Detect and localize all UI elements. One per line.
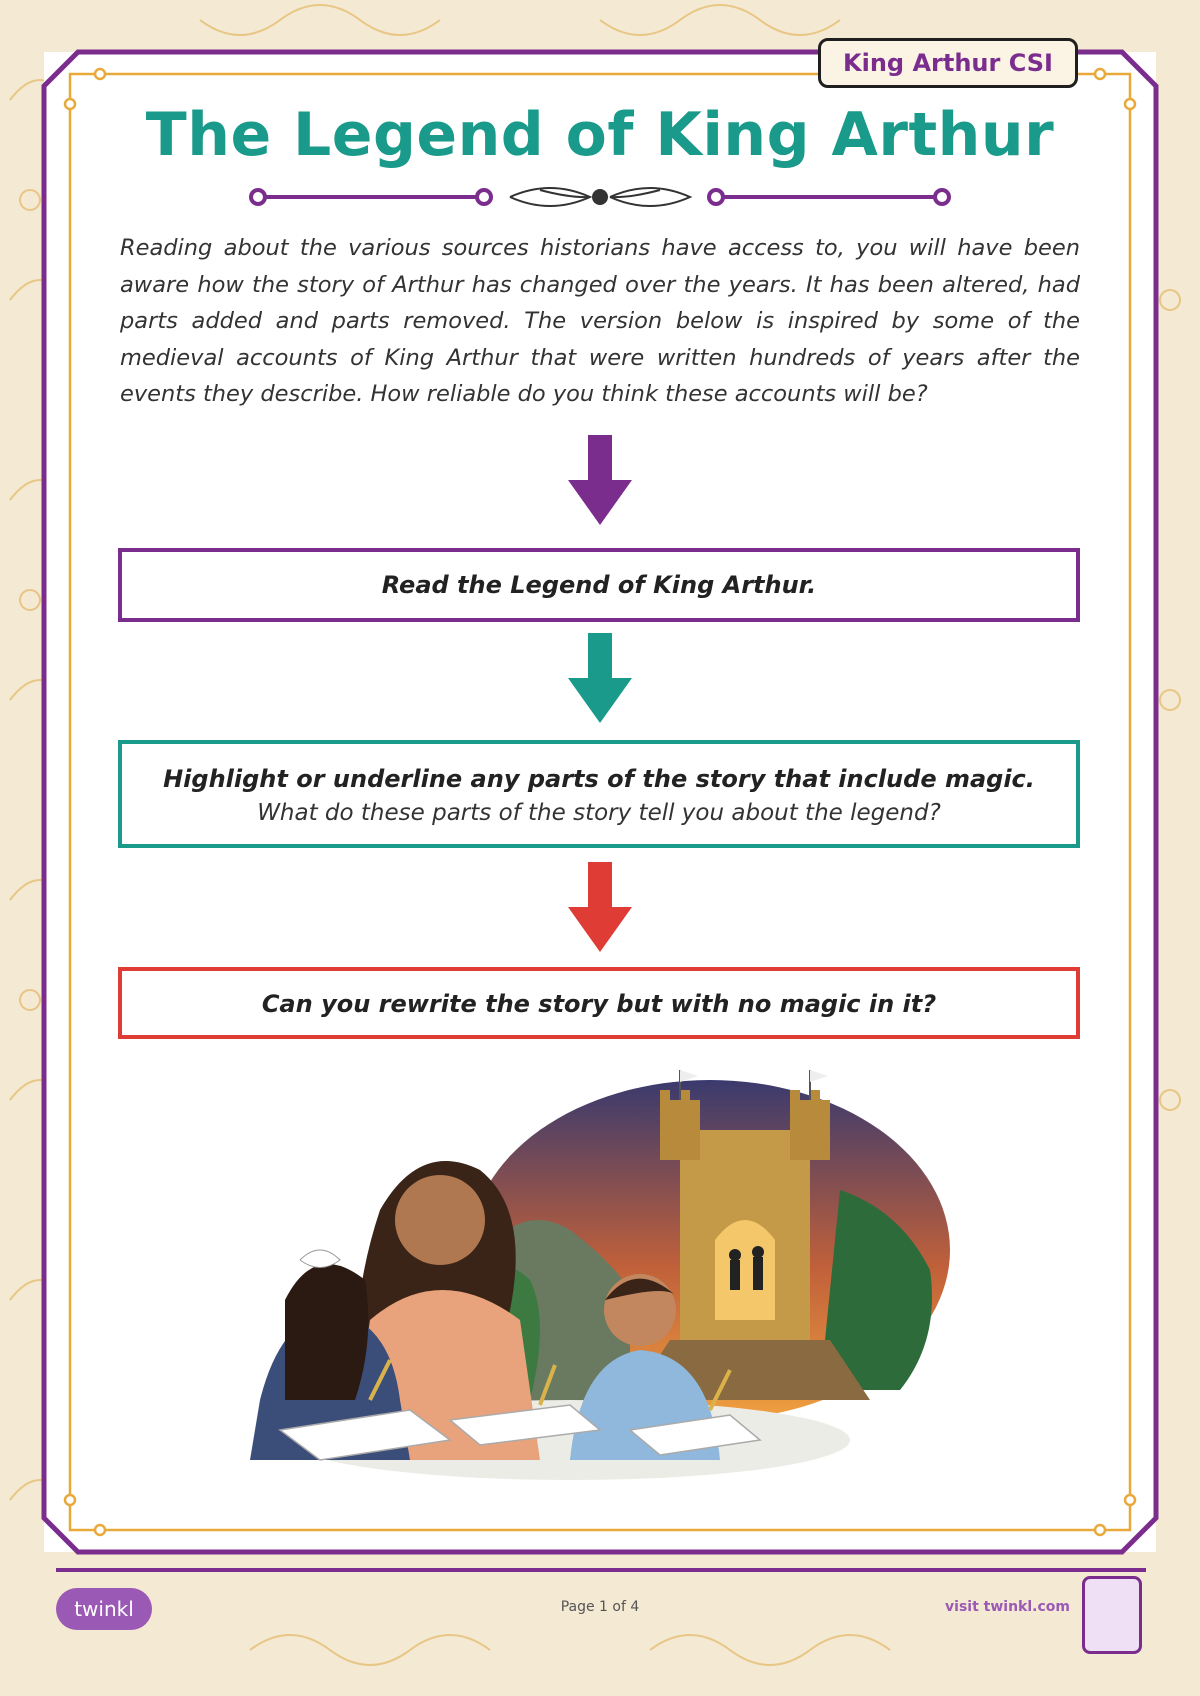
step-highlight-magic bbox=[118, 740, 1080, 848]
topic-tag: King Arthur CSI bbox=[818, 38, 1078, 88]
down-arrow-icon bbox=[568, 633, 632, 723]
down-arrow-icon bbox=[568, 435, 632, 525]
step-label: Read the Legend of King Arthur. bbox=[381, 571, 817, 599]
down-arrow-icon bbox=[568, 862, 632, 952]
step-rewrite-story bbox=[118, 967, 1080, 1039]
intro-paragraph: Reading about the various sources historians have access to, you will have been aware how the story of Arthur has changed over the years. It has been altered, had parts added and parts removed. The version below is inspired by some of the medieval accounts of King Arthur that were written hundreds of years after the events they describe. How reliable do you think these accounts will be? bbox=[120, 235, 1080, 407]
twinkl-logo[interactable]: twinkl bbox=[56, 1588, 152, 1630]
step-label: Highlight or underline any parts of the story that include magic. bbox=[163, 765, 1035, 793]
quality-standard-badge-icon bbox=[1082, 1576, 1142, 1654]
step-read-legend bbox=[118, 548, 1080, 622]
title-ornament-divider bbox=[240, 180, 960, 214]
footer-divider bbox=[56, 1568, 1146, 1572]
children-writing-castle-illustration bbox=[240, 1060, 960, 1500]
step-label: Can you rewrite the story but with no magic in it? bbox=[261, 990, 937, 1018]
page-number: Page 1 of 4 bbox=[560, 1599, 640, 1615]
step-question: What do these parts of the story tell you about the legend? bbox=[257, 800, 941, 826]
page-title: The Legend of King Arthur bbox=[145, 100, 1055, 170]
visit-link[interactable]: visit twinkl.com bbox=[945, 1599, 1070, 1615]
